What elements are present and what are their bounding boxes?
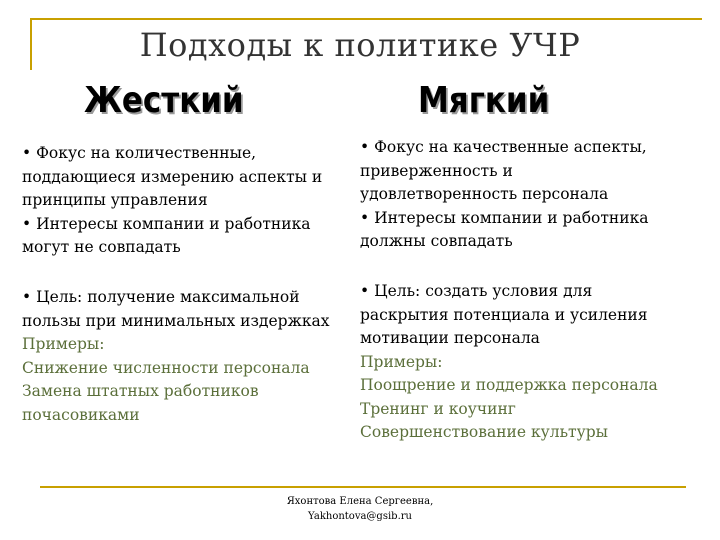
example-item: Совершенствование культуры: [360, 423, 609, 441]
footer-email: Yakhontova@gsib.ru: [308, 511, 412, 522]
hard-goal-block: [22, 286, 330, 427]
text-line: • Фокус на количественные,: [22, 144, 257, 162]
soft-focus-block: [360, 136, 649, 254]
text-line: принципы управления: [22, 191, 208, 209]
text-line: мотивации персонала: [360, 329, 540, 347]
text-line: • Интересы компании и работника: [360, 208, 649, 227]
footer: [0, 494, 720, 524]
text-line: пользы при минимальных издержках: [22, 311, 330, 330]
example-item: Снижение численности персонала: [22, 358, 310, 377]
example-item: Поощрение и поддержка персонала: [360, 376, 658, 394]
text-line: могут не совпадать: [22, 238, 181, 256]
examples-label: Примеры:: [22, 335, 105, 353]
example-item: Тренинг и коучинг: [360, 399, 516, 418]
text-line: • Интересы компании и работника: [22, 214, 311, 233]
text-line: • Цель: создать условия для: [360, 282, 593, 300]
footer-divider: [40, 486, 686, 488]
examples-label: Примеры:: [360, 352, 443, 371]
footer-author: Яхонтова Елена Сергеевна,: [286, 496, 434, 507]
text-line: • Фокус на качественные аспекты,: [360, 138, 647, 156]
text-line: • Цель: получение максимальной: [22, 288, 300, 306]
example-item: почасовиками: [22, 405, 140, 424]
slide-title: Подходы к политике УЧР: [139, 26, 581, 64]
soft-goal-block: [360, 280, 658, 445]
text-line: поддающиеся измерению аспекты и: [22, 167, 323, 186]
hard-focus-block: [22, 142, 322, 260]
heading-soft: Мягкий: [418, 80, 550, 121]
text-line: приверженность и: [360, 161, 513, 180]
text-line: удовлетворенность персонала: [360, 185, 609, 203]
text-line: раскрытия потенциала и усиления: [360, 305, 648, 324]
example-item: Замена штатных работников: [22, 382, 259, 400]
text-line: должны совпадать: [360, 232, 513, 250]
heading-hard: Жесткий: [84, 80, 244, 121]
frame-top-line: [30, 18, 702, 20]
